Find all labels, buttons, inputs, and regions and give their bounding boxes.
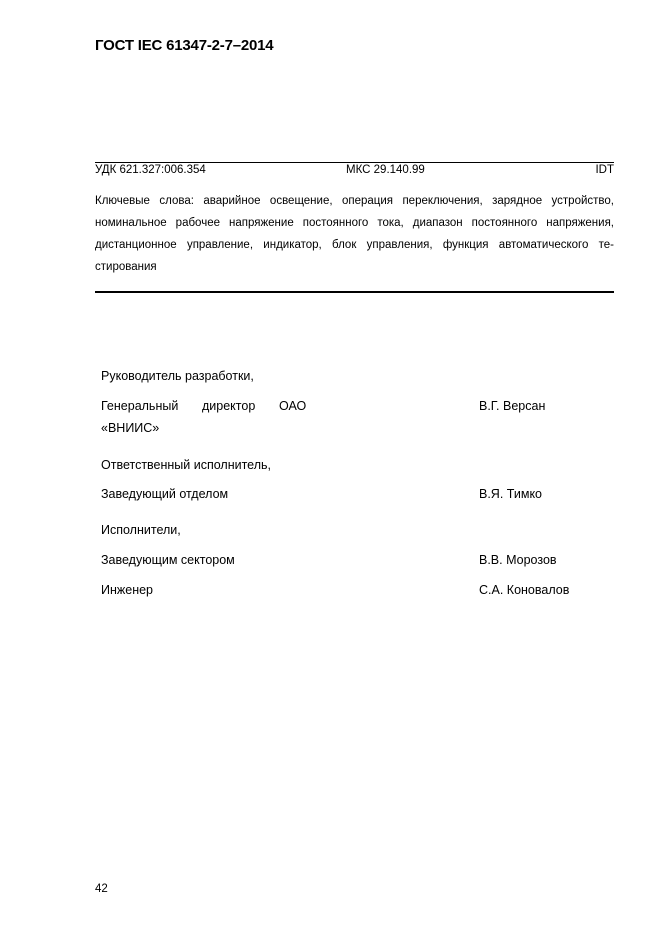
page-number: 42 [95, 883, 108, 895]
udk-code: УДК 621.327:006.354 [95, 164, 206, 176]
lead-role-word: ОАО [279, 399, 307, 413]
lead-role-word: Генеральный [101, 399, 179, 413]
keywords-line: дистанционное управление, индикатор, блок управления, функция автоматического те- [95, 239, 614, 251]
responsible-role: Заведующий отделом [101, 487, 229, 501]
responsible-heading: Ответственный исполнитель, [101, 458, 272, 472]
executor-role: Инженер [101, 583, 154, 597]
responsible-name: В.Я. Тимко [479, 487, 543, 501]
lead-name: В.Г. Версан [479, 399, 546, 413]
top-rule [95, 162, 614, 163]
lead-heading: Руководитель разработки, [101, 369, 254, 383]
lead-role-org: «ВНИИС» [101, 421, 160, 435]
idt-marker: IDT [595, 164, 614, 176]
bottom-rule [95, 291, 614, 293]
keywords-line: номинальное рабочее напряжение постоянного тока, диапазон постоянного напряжения, [95, 217, 614, 229]
mks-code: МКС 29.140.99 [346, 164, 425, 176]
executor-name: В.В. Морозов [479, 553, 557, 567]
executor-role: Заведующим сектором [101, 553, 235, 567]
document-title: ГОСТ IEC 61347-2-7–2014 [95, 37, 274, 54]
lead-role-word: директор [202, 399, 256, 413]
keywords-block [95, 190, 614, 278]
executor-name: С.А. Коновалов [479, 583, 570, 597]
executors-heading: Исполнители, [101, 523, 181, 537]
keywords-line: стирования [95, 261, 157, 273]
keywords-line: Ключевые слова: аварийное освещение, операция переключения, зарядное устройство, [95, 195, 614, 207]
classification-row [95, 164, 614, 180]
